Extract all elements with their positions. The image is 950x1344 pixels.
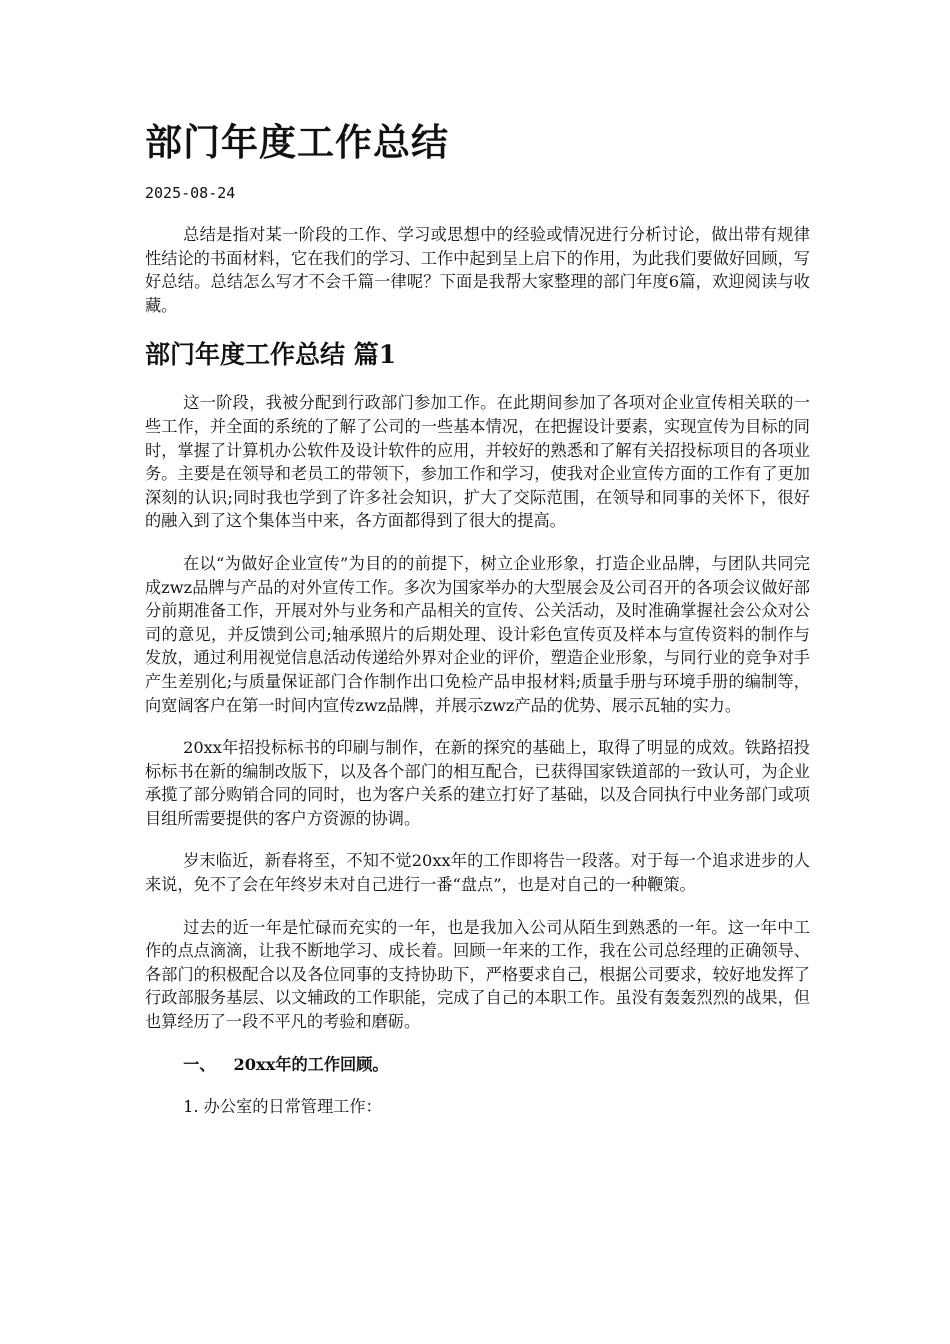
document-body xyxy=(145,223,810,1138)
document-date: 2025-08-24 xyxy=(145,184,236,202)
section-heading: 部门年度工作总结 篇1 xyxy=(145,340,397,370)
intro-paragraph: 总结是指对某一阶段的工作、学习或思想中的经验或情况进行分析讨论，做出带有规律性结论的书面材料，它在我们的学习、工作中起到呈上启下的作用，为此我们要做好回顾，写好总结。总结怎么写才不会千篇一律呢？下面是我帮大家整理的部门年度6篇，欢迎阅读与收藏。 xyxy=(145,225,810,315)
list-item: 1. 办公室的日常管理工作： xyxy=(183,1097,382,1117)
subheading xyxy=(145,1053,810,1077)
document-title: 部门年度工作总结 xyxy=(145,120,449,164)
subheading-number: 一、 xyxy=(183,1054,216,1074)
subheading-text: 20xx年的工作回顾。 xyxy=(233,1054,389,1074)
body-paragraph-5: 过去的近一年是忙碌而充实的一年，也是我加入公司从陌生到熟悉的一年。这一年中工作的点点滴滴，让我不断地学习、成长着。回顾一年来的工作，我在公司总经理的正确领导、各部门的积极配合以及各位同事的支持协助下，严格要求自己，根据公司要求，较好地发挥了行政部服务基层、以文辅政的工作职能，完成了自己的本职工作。虽没有轰轰烈烈的战果，但也算经历了一段不平凡的考验和磨砺。 xyxy=(145,917,810,1032)
body-paragraph-1: 这一阶段，我被分配到行政部门参加工作。在此期间参加了各项对企业宣传相关联的一些工作，并全面的系统的了解了公司的一些基本情况，在把握设计要素，实现宣传为目标的同时，掌握了计算机办公软件及设计软件的应用，并较好的熟悉和了解有关招投标项目的各项业务。主要是在领导和老员工的带领下，参加工作和学习，使我对企业宣传方面的工作有了更加深刻的认识;同时我也学到了许多社会知识，扩大了交际范围，在领导和同事的关怀下，很好的融入到了这个集体当中来，各方面都得到了很大的提高。 xyxy=(145,393,810,531)
body-paragraph-4: 岁末临近，新春将至，不知不觉20xx年的工作即将告一段落。对于每一个追求进步的人来说，免不了会在年终岁未对自己进行一番“盘点”，也是对自己的一种鞭策。 xyxy=(145,851,810,895)
body-paragraph-3: 20xx年招投标标书的印刷与制作，在新的探究的基础上，取得了明显的成效。铁路招投标标书在新的编制改版下，以及各个部门的相互配合，已获得国家铁道部的一致认可，为企业承揽了部分购销合同的同时，也为客户关系的建立打好了基础，以及合同执行中业务部门或项目组所需要提供的客户方资源的协调。 xyxy=(145,738,810,828)
body-paragraph-2: 在以“为做好企业宣传”为目的的前提下，树立企业形象，打造企业品牌，与团队共同完成zwz品牌与产品的对外宣传工作。多次为国家举办的大型展会及公司召开的各项会议做好部分前期准备工作，开展对外与业务和产品相关的宣传、公关活动，及时准确掌握社会公众对公司的意见，并反馈到公司;轴承照片的后期处理、设计彩色宣传页及样本与宣传资料的制作与发放，通过利用视觉信息活动传递给外界对企业的评价，塑造企业形象，与同行业的竞争对手产生差别化;与质量保证部门合作制作出口免检产品申报材料;质量手册与环境手册的编制等，向宽阔客户在第一时间内宣传zwz品牌，并展示zwz产品的优势、展示瓦轴的实力。 xyxy=(145,553,810,715)
